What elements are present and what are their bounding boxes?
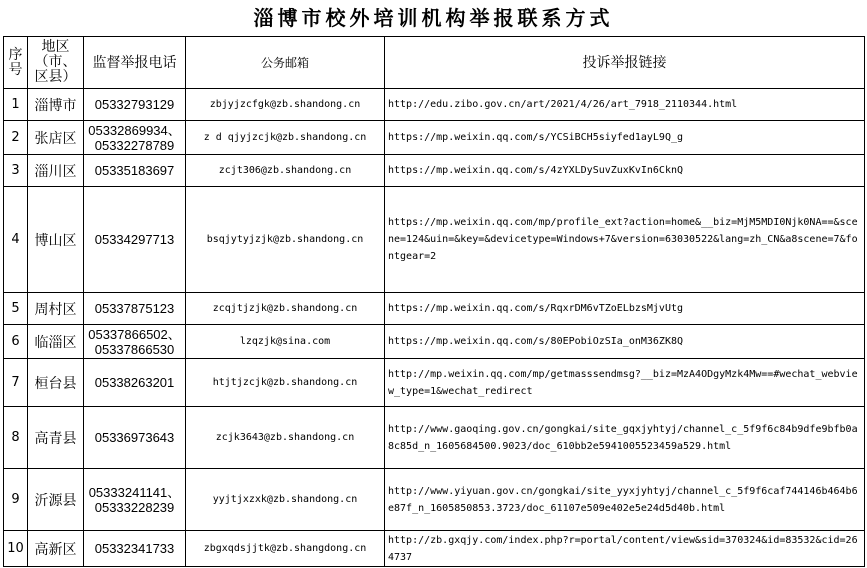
row-region: 高青县 xyxy=(28,407,84,469)
header-email: 公务邮箱 xyxy=(186,37,385,89)
row-email xyxy=(186,531,385,567)
table-row xyxy=(4,359,865,407)
row-region: 博山区 xyxy=(28,187,84,293)
row-region: 淄川区 xyxy=(28,155,84,187)
row-email xyxy=(186,89,385,121)
row-phone xyxy=(84,407,186,469)
row-phone xyxy=(84,89,186,121)
row-email xyxy=(186,187,385,293)
phone-number: 05337875123 xyxy=(94,301,175,316)
phone-number: 05336973643 xyxy=(94,430,175,445)
header-num: 序 号 xyxy=(4,37,28,89)
row-number: 6 xyxy=(4,325,28,359)
complaint-link[interactable]: http://mp.weixin.qq.com/mp/getmasssendmsg?__biz=MzA4ODgyMzk4Mw==#wechat_webview_type=1&wechat_redirect xyxy=(388,368,858,397)
complaint-link[interactable]: https://mp.weixin.qq.com/mp/profile_ext?action=home&__biz=MjM5MDI0Njk0NA==&scene=124&uin=&key=&devicetype=Windows+7&version=63030522&lang=zh_CN&a8scene=7&fontgear=2 xyxy=(388,217,858,262)
email-address[interactable]: lzqzjk@sina.com xyxy=(239,336,331,347)
row-region: 临淄区 xyxy=(28,325,84,359)
email-address[interactable]: zbjyjzcfgk@zb.shandong.cn xyxy=(209,99,361,110)
row-region: 张店区 xyxy=(28,121,84,155)
complaint-link[interactable]: http://www.gaoqing.gov.cn/gongkai/site_gqxjyhtyj/channel_c_5f9f6c84b9dfe9bfb0a8c85d_n_1605684500.9023/doc_610bb2e5941005523459a529.html xyxy=(388,423,858,452)
email-address[interactable]: zcjk3643@zb.shandong.cn xyxy=(215,432,355,443)
phone-number: 05332869934、 xyxy=(88,122,181,138)
table-row xyxy=(4,155,865,187)
row-link xyxy=(385,325,865,359)
row-email xyxy=(186,325,385,359)
row-phone xyxy=(84,531,186,567)
row-link xyxy=(385,469,865,531)
email-address[interactable]: htjtjzcjk@zb.shandong.cn xyxy=(212,377,358,388)
row-region: 沂源县 xyxy=(28,469,84,531)
row-link xyxy=(385,531,865,567)
row-phone xyxy=(84,155,186,187)
row-phone xyxy=(84,187,186,293)
row-phone xyxy=(84,325,186,359)
row-number: 8 xyxy=(4,407,28,469)
complaint-link[interactable]: http://zb.gxqjy.com/index.php?r=portal/content/view&sid=370324&id=83532&cid=264737 xyxy=(388,534,858,563)
row-email xyxy=(186,293,385,325)
row-phone xyxy=(84,469,186,531)
table-row xyxy=(4,325,865,359)
complaint-link[interactable]: https://mp.weixin.qq.com/s/4zYXLDySuvZuxKvIn6CknQ xyxy=(388,165,684,176)
row-number: 4 xyxy=(4,187,28,293)
email-address[interactable]: bsqjytyjzjk@zb.shandong.cn xyxy=(206,234,364,245)
header-link: 投诉举报链接 xyxy=(385,37,865,89)
row-region: 高新区 xyxy=(28,531,84,567)
complaint-link[interactable]: http://www.yiyuan.gov.cn/gongkai/site_yyxjyhtyj/channel_c_5f9f6caf744146b464b6e87f_n_1605850853.3723/doc_61107e509e402e5e24d5d40b.html xyxy=(388,485,858,514)
row-number: 1 xyxy=(4,89,28,121)
row-email xyxy=(186,155,385,187)
row-region: 桓台县 xyxy=(28,359,84,407)
email-address[interactable]: yyjtjxzxk@zb.shandong.cn xyxy=(212,494,358,505)
row-email xyxy=(186,121,385,155)
email-address[interactable]: zcqjtjzjk@zb.shandong.cn xyxy=(212,303,358,314)
row-email xyxy=(186,407,385,469)
row-region: 淄博市 xyxy=(28,89,84,121)
row-link xyxy=(385,359,865,407)
table-row xyxy=(4,531,865,567)
table-row xyxy=(4,89,865,121)
phone-number: 05332278789 xyxy=(94,137,175,153)
row-link xyxy=(385,121,865,155)
table-row xyxy=(4,293,865,325)
table-row xyxy=(4,407,865,469)
row-phone xyxy=(84,359,186,407)
phone-number: 05335183697 xyxy=(94,163,175,178)
row-number: 5 xyxy=(4,293,28,325)
row-number: 7 xyxy=(4,359,28,407)
email-address[interactable]: z d qjyjzcjk@zb.shandong.cn xyxy=(203,132,367,143)
row-region: 周村区 xyxy=(28,293,84,325)
phone-number: 05337866530 xyxy=(94,341,175,357)
phone-number: 05332793129 xyxy=(94,97,175,112)
row-email xyxy=(186,359,385,407)
header-region: 地区 （市、 区县） xyxy=(28,37,84,89)
phone-number: 05333228239 xyxy=(94,499,175,515)
row-link xyxy=(385,155,865,187)
table-row xyxy=(4,121,865,155)
row-number: 10 xyxy=(4,531,28,567)
row-number: 9 xyxy=(4,469,28,531)
table-row xyxy=(4,469,865,531)
phone-number: 05338263201 xyxy=(94,375,175,390)
header-phone: 监督举报电话 xyxy=(84,37,186,89)
complaint-link[interactable]: https://mp.weixin.qq.com/s/80EPobiOzSIa_onM36ZK8Q xyxy=(388,336,684,347)
row-number: 3 xyxy=(4,155,28,187)
table-row xyxy=(4,187,865,293)
phone-number: 05334297713 xyxy=(94,232,175,247)
row-email xyxy=(186,469,385,531)
row-link xyxy=(385,187,865,293)
complaint-link[interactable]: http://edu.zibo.gov.cn/art/2021/4/26/art_7918_2110344.html xyxy=(388,99,738,110)
row-phone xyxy=(84,293,186,325)
email-address[interactable]: zbgxqdsjjtk@zb.shangdong.cn xyxy=(203,543,367,554)
table-header-row xyxy=(4,37,865,89)
email-address[interactable]: zcjt306@zb.shandong.cn xyxy=(218,165,352,176)
page-title: 淄博市校外培训机构举报联系方式 xyxy=(253,6,614,30)
complaint-link[interactable]: https://mp.weixin.qq.com/s/RqxrDM6vTZoELbzsMjvUtg xyxy=(388,303,684,314)
row-link xyxy=(385,407,865,469)
row-link xyxy=(385,293,865,325)
row-link xyxy=(385,89,865,121)
phone-number: 05337866502、 xyxy=(88,326,181,342)
row-phone xyxy=(84,121,186,155)
complaint-link[interactable]: https://mp.weixin.qq.com/s/YCSiBCH5siyfed1ayL9Q_g xyxy=(388,132,684,143)
row-number: 2 xyxy=(4,121,28,155)
contact-table xyxy=(3,36,865,567)
phone-number: 05333241141、 xyxy=(88,484,181,500)
phone-number: 05332341733 xyxy=(94,541,175,556)
